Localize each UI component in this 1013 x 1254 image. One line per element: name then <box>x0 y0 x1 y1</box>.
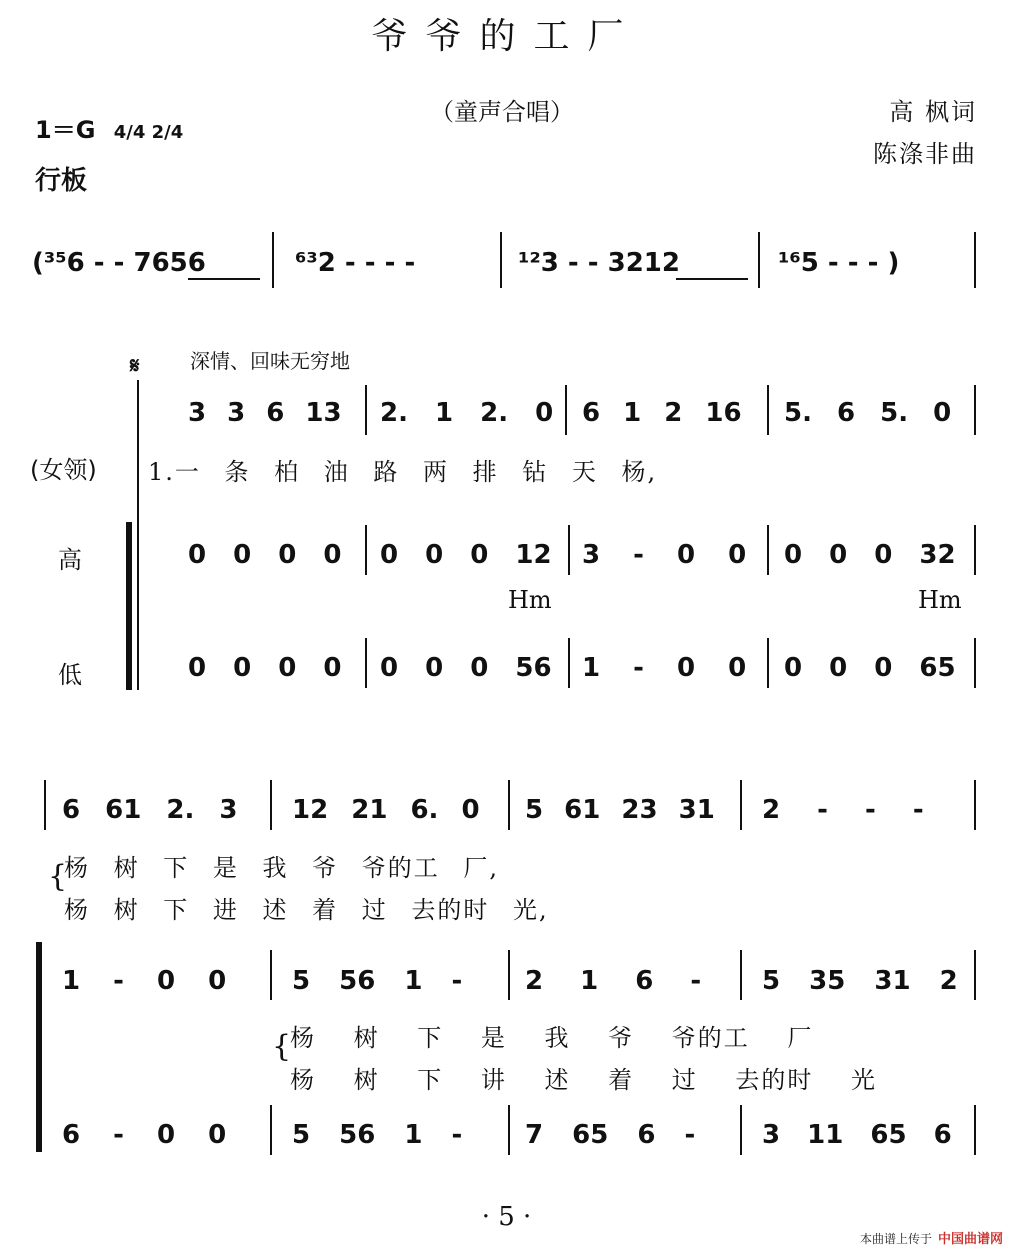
barline <box>565 385 567 435</box>
system-line <box>137 380 139 690</box>
barline <box>568 525 570 575</box>
barline <box>270 950 272 1000</box>
low-measure-2: 0 0 0 56 <box>380 653 552 683</box>
barline <box>974 525 976 575</box>
part-label-high: 高 <box>58 546 82 574</box>
upload-credit <box>860 1228 1003 1247</box>
barline <box>974 1105 976 1155</box>
choir-bracket <box>36 942 42 1152</box>
hum-lyric: Hm <box>508 586 552 614</box>
barline <box>365 385 367 435</box>
barline <box>270 1105 272 1155</box>
composer: 陈涤非曲 <box>873 140 977 168</box>
low-measure-3: 1 - 0 0 <box>582 653 747 683</box>
lead-measure-1: 3 3 6 13 <box>188 398 342 428</box>
expression-marking: 深情、回味无穷地 <box>190 349 350 373</box>
intro-measure-2: ⁶³2 - - - - <box>295 248 416 278</box>
barline <box>272 232 274 288</box>
lead-measure-2: 2. 1 2. 0 <box>380 398 554 428</box>
low-measure-6: 5 56 1 - <box>292 1120 463 1150</box>
high-measure-5: 1 - 0 0 <box>62 966 227 996</box>
low-measure-4: 0 0 0 65 <box>784 653 956 683</box>
key-label: 1＝G <box>35 116 96 144</box>
high-measure-3: 3 - 0 0 <box>582 540 747 570</box>
lead-measure-3: 6 1 2 16 <box>582 398 742 428</box>
subtitle: （童声合唱） <box>430 98 574 126</box>
page-number: · 5 · <box>481 1202 532 1232</box>
barline <box>508 780 510 830</box>
lead-measure-4: 5. 6 5. 0 <box>784 398 952 428</box>
barline <box>974 638 976 688</box>
barline <box>508 1105 510 1155</box>
barline <box>767 385 769 435</box>
intro-measure-1: (³⁵6 - - 7656 <box>32 248 206 278</box>
low-measure-1: 0 0 0 0 <box>188 653 342 683</box>
lead-measure-8: 2 - - - <box>762 795 924 825</box>
low-measure-7: 7 65 6 - <box>525 1120 696 1150</box>
barline <box>974 780 976 830</box>
low-measure-8: 3 11 65 6 <box>762 1120 952 1150</box>
choir-bracket <box>126 522 132 690</box>
final-barline <box>974 232 976 288</box>
intro-measure-4: ¹⁶5 - - - ) <box>778 248 900 278</box>
high-measure-1: 0 0 0 0 <box>188 540 342 570</box>
barline <box>568 638 570 688</box>
high-lyric-verse-1: 杨 树 下 是 我 爷 爷的工 厂 <box>290 1024 814 1052</box>
intro-measure-3: ¹²3 - - 3212 <box>518 248 680 278</box>
barline <box>365 638 367 688</box>
time-signature: 4/4 2/4 <box>113 122 184 143</box>
key-signature <box>35 110 183 145</box>
barline <box>740 1105 742 1155</box>
low-measure-5: 6 - 0 0 <box>62 1120 227 1150</box>
high-measure-7: 2 1 6 - <box>525 966 702 996</box>
lead-lyric-verse-2: 杨 树 下 进 述 着 过 去的时 光, <box>64 896 549 924</box>
barline <box>974 950 976 1000</box>
barline <box>500 232 502 288</box>
segno-sign: 𝄋 <box>130 354 140 379</box>
barline <box>740 780 742 830</box>
high-lyric-verse-2: 杨 树 下 讲 述 着 过 去的时 光 <box>290 1066 878 1094</box>
lead-measure-5: 6 61 2. 3 <box>62 795 238 825</box>
page-title: 爷爷的工厂 <box>371 16 642 57</box>
part-label-low: 低 <box>58 661 82 689</box>
lead-lyric-verse-1: 杨 树 下 是 我 爷 爷的工 厂, <box>64 854 500 882</box>
lead-lyric: 1.一 条 柏 油 路 两 排 钻 天 杨, <box>148 458 658 486</box>
system-line <box>44 780 46 830</box>
part-label-lead: (女领) <box>30 456 97 484</box>
lyricist: 高 枫词 <box>889 98 977 126</box>
brace-symbol: { <box>48 859 70 894</box>
upload-text: 本曲谱上传于 <box>859 1232 932 1246</box>
lead-measure-6: 12 21 6. 0 <box>292 795 480 825</box>
barline <box>974 385 976 435</box>
underline <box>188 278 260 280</box>
high-measure-6: 5 56 1 - <box>292 966 463 996</box>
barline <box>365 525 367 575</box>
high-measure-4: 0 0 0 32 <box>784 540 956 570</box>
barline <box>758 232 760 288</box>
tempo-marking: 行板 <box>35 166 88 196</box>
barline <box>767 525 769 575</box>
site-logo[interactable]: 中国曲谱网 <box>937 1232 1003 1247</box>
barline <box>767 638 769 688</box>
lead-measure-7: 5 61 23 31 <box>525 795 715 825</box>
high-measure-2: 0 0 0 12 <box>380 540 552 570</box>
brace-symbol: { <box>272 1029 294 1064</box>
hum-lyric: Hm <box>918 586 962 614</box>
underline <box>676 278 748 280</box>
barline <box>740 950 742 1000</box>
barline <box>270 780 272 830</box>
barline <box>508 950 510 1000</box>
high-measure-8: 5 35 31 2 <box>762 966 958 996</box>
